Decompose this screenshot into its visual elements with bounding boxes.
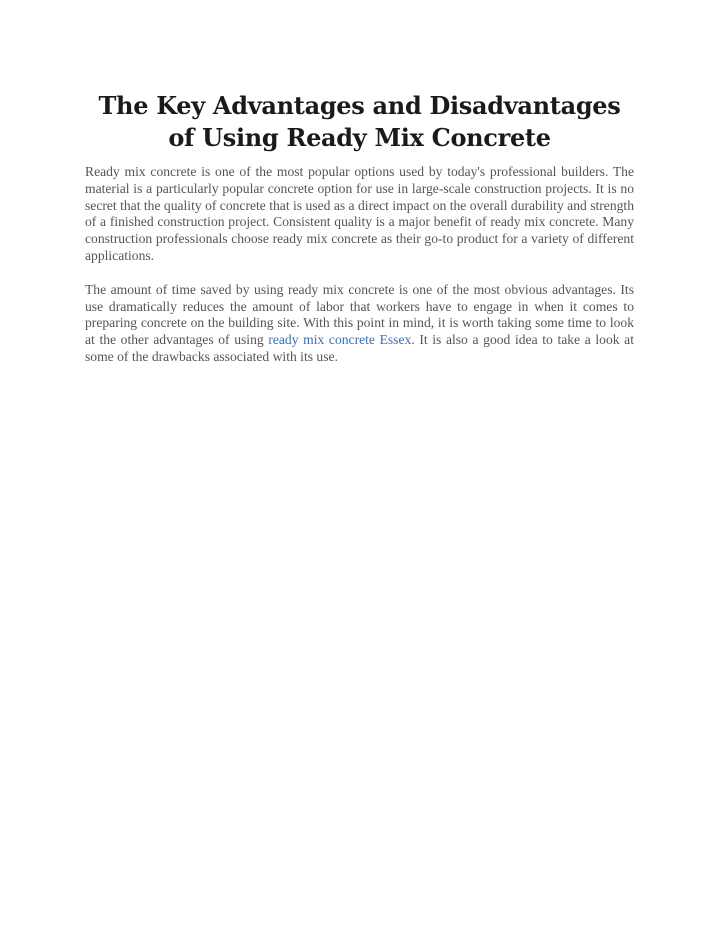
paragraph-advantages-text-end: . It is also a good idea to take a look at some of the drawbacks associated with its use. xyxy=(85,332,634,364)
ready-mix-concrete-essex-link[interactable]: ready mix concrete Essex xyxy=(268,332,412,348)
paragraph-intro: Ready mix concrete is one of the most popular options used by today's professional builders. The material is a particularly popular concrete option for use in large-scale construction projects. It is no secret that the quality of concrete that is used as a direct impact on the overall durability and strength of a finished construction project. Consistent quality is a major benefit of ready mix concrete. Many construction professionals choose ready mix concrete as their go-to product for a variety of different applications. xyxy=(85,164,634,263)
document-page xyxy=(85,90,634,366)
paragraph-advantages-text-start: The amount of time saved by using ready mix concrete is one of the most obvious advantages. Its use dramatically reduces the amount of labor that workers have to engage in when it comes to preparing concrete on the building site. With this point in mind, it is worth taking some time to look at the other advantages of using xyxy=(85,281,634,348)
document-title: The Key Advantages and Disadvantages of Using Ready Mix Concrete xyxy=(98,91,621,152)
paragraph-advantages xyxy=(85,282,634,366)
